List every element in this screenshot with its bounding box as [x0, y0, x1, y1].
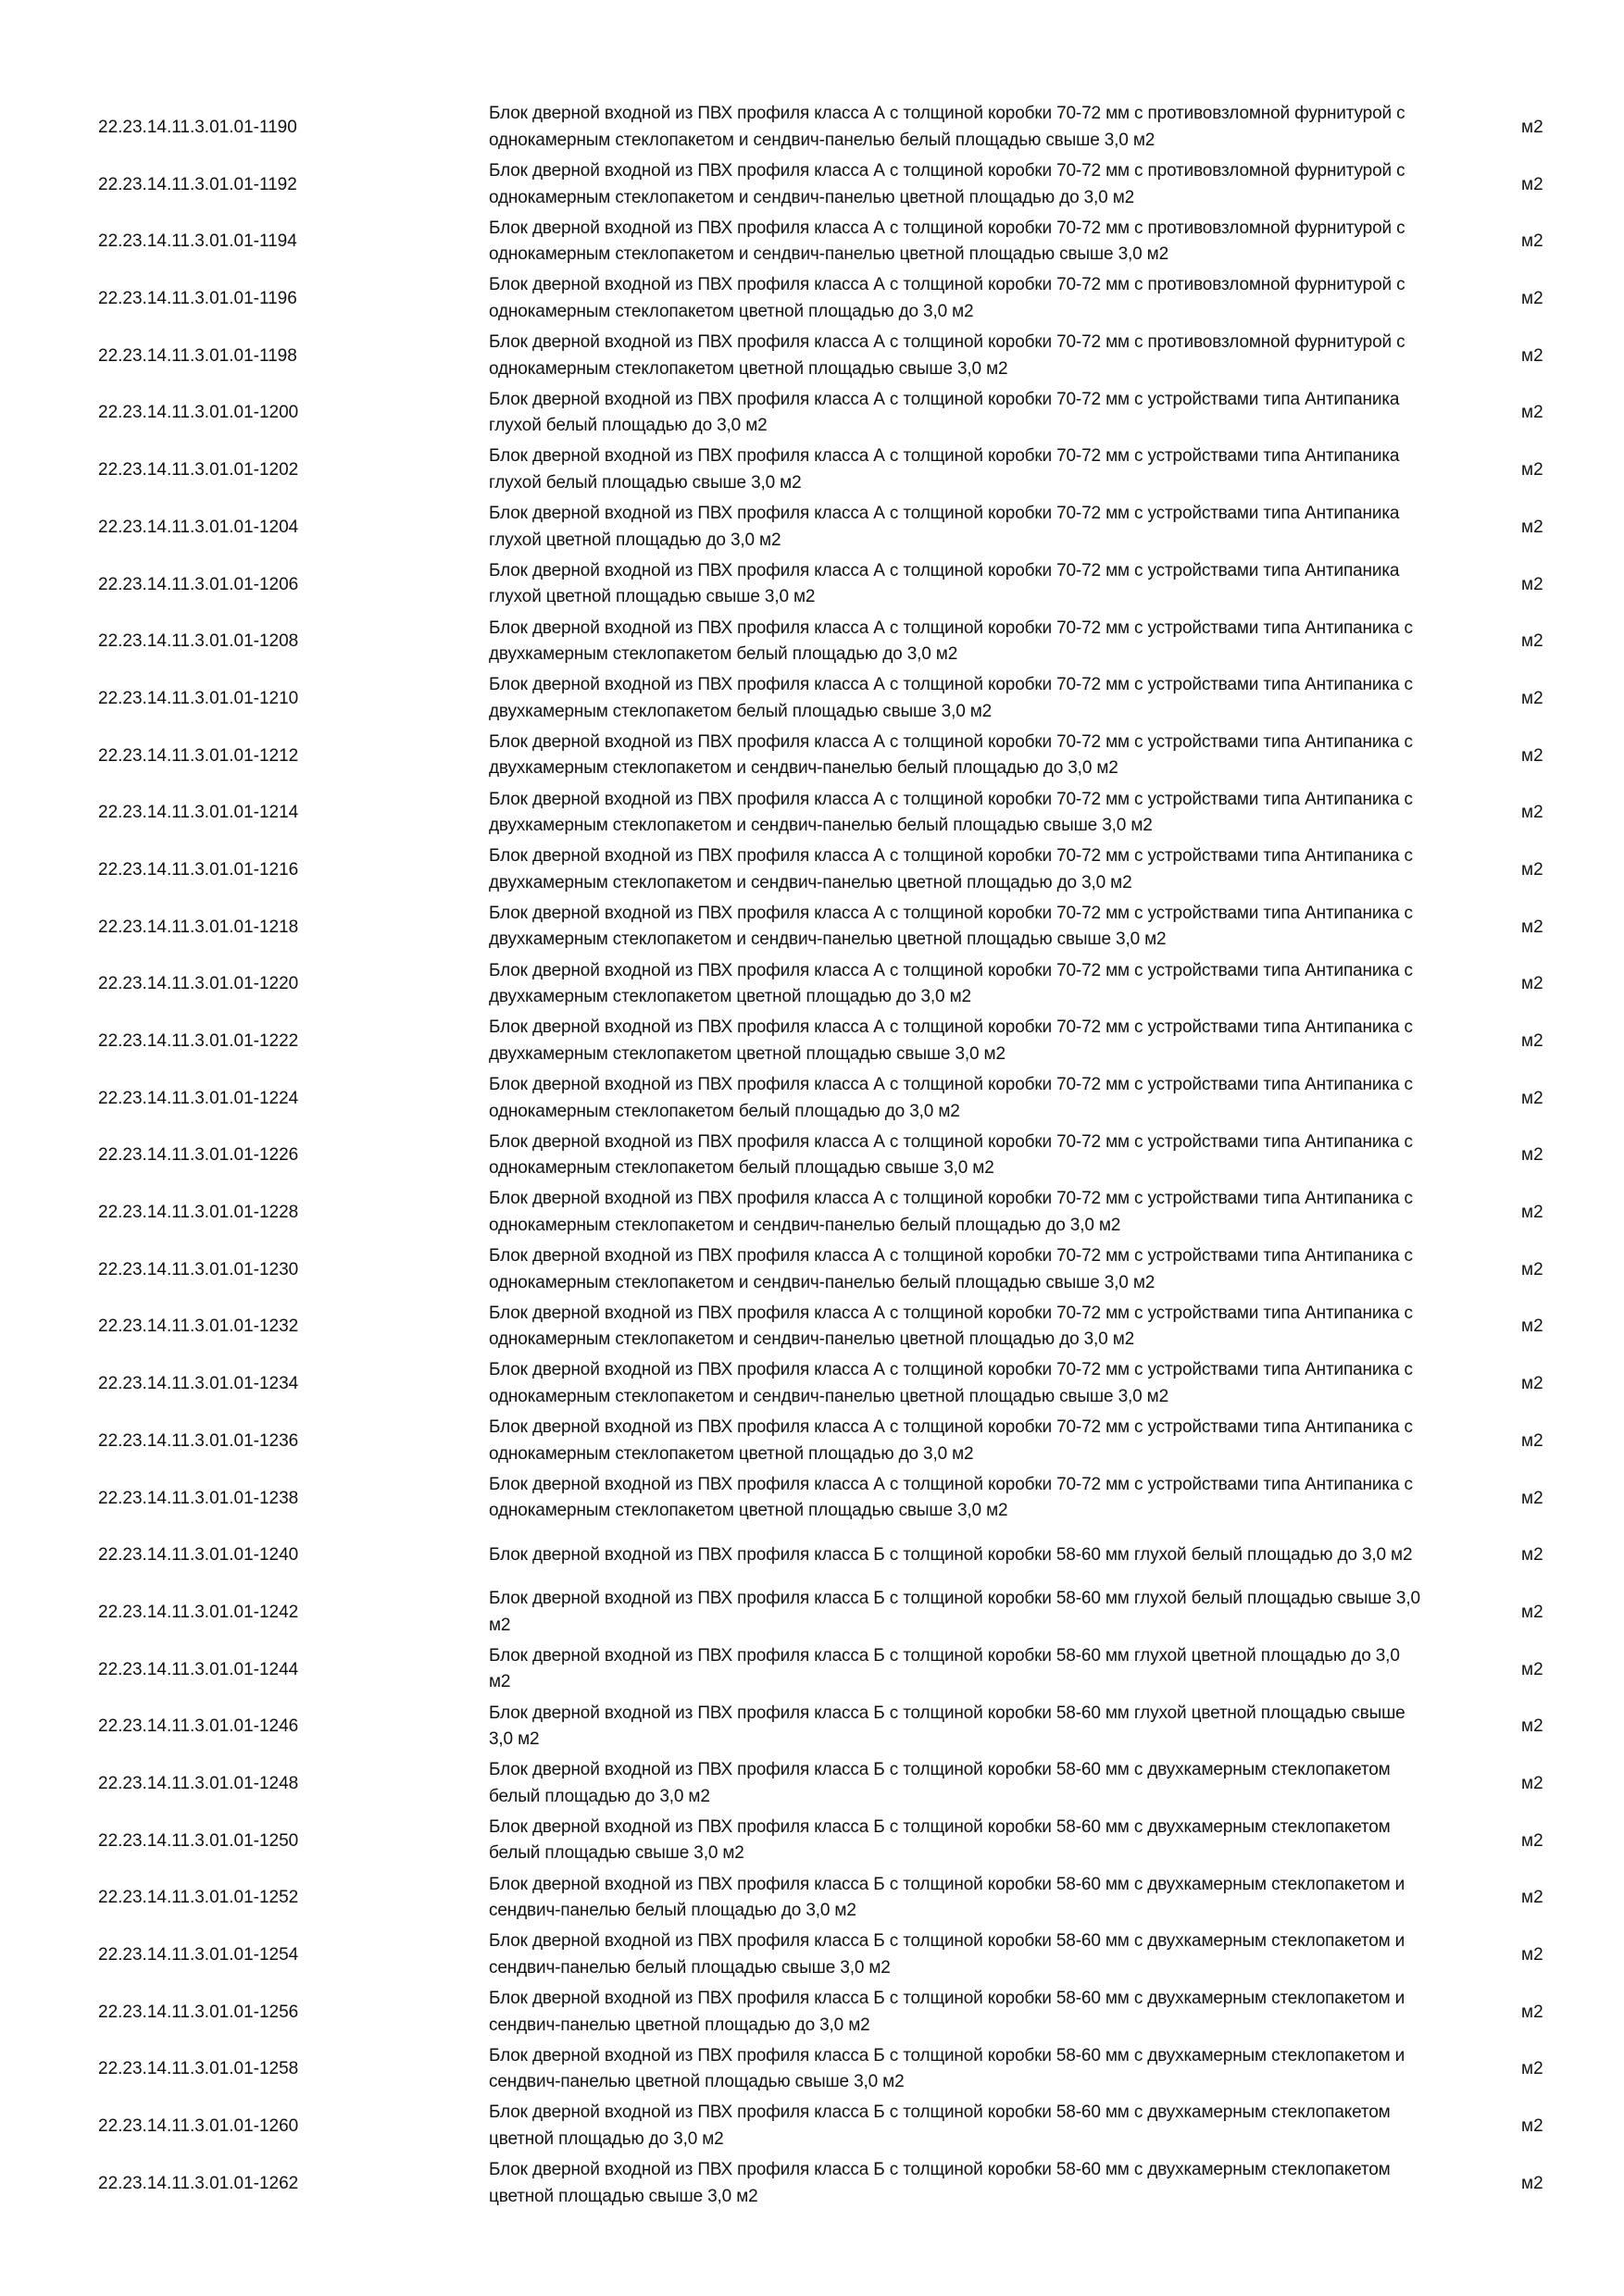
resource-description-cell [489, 1527, 1424, 1584]
table-row [0, 1584, 1624, 1641]
table-row [0, 899, 1624, 956]
table-row [0, 1413, 1624, 1470]
resource-code: 22.23.14.11.3.01.01-1224 [98, 1088, 299, 1108]
resource-description-cell [489, 1242, 1424, 1299]
unit-of-measure: м2 [1521, 118, 1543, 137]
resource-code: 22.23.14.11.3.01.01-1208 [98, 631, 299, 652]
unit-of-measure: м2 [1521, 745, 1543, 766]
resource-description-cell [489, 556, 1424, 614]
resource-description-cell [489, 1013, 1424, 1070]
resource-code: 22.23.14.11.3.01.01-1198 [98, 345, 297, 366]
resource-description: Блок дверной входной из ПВХ профиля класса А с толщиной коробки 70-72 мм с устройствами типа Антипаника глухой белый площадью свыше 3,0 м2 [489, 446, 1400, 493]
resource-code: 22.23.14.11.3.01.01-1242 [98, 1602, 299, 1622]
unit-of-measure: м2 [1521, 1488, 1543, 1508]
resource-code: 22.23.14.11.3.01.01-1250 [98, 1830, 299, 1851]
unit-of-measure: м2 [1521, 859, 1543, 880]
resource-code: 22.23.14.11.3.01.01-1262 [98, 2173, 299, 2193]
table-row [0, 842, 1624, 899]
unit-of-measure: м2 [1521, 1259, 1543, 1279]
table-row [0, 1869, 1624, 1927]
table-row [0, 156, 1624, 214]
resource-description-cell [489, 213, 1424, 270]
unit-of-measure: м2 [1521, 1659, 1543, 1679]
table-row [0, 728, 1624, 785]
unit-of-measure: м2 [1521, 1316, 1543, 1337]
resource-description-cell [489, 1641, 1424, 1699]
unit-of-measure: м2 [1521, 345, 1543, 366]
resource-description: Блок дверной входной из ПВХ профиля класса А с толщиной коробки 70-72 мм с устройствами типа Антипаника с однокамерным стеклопакетом и сендвич-панелью белый площадью до 3,0 м2 [489, 1189, 1413, 1235]
resource-description-cell [489, 1869, 1424, 1927]
table-row [0, 1184, 1624, 1242]
resource-description: Блок дверной входной из ПВХ профиля класса Б с толщиной коробки 58-60 мм глухой белый площадью до 3,0 м2 [489, 1544, 1413, 1565]
unit-of-measure: м2 [1521, 1545, 1543, 1566]
resource-description-cell [489, 1298, 1424, 1355]
resource-description-cell [489, 613, 1424, 670]
table-row [0, 499, 1624, 556]
resource-description: Блок дверной входной из ПВХ профиля класса А с толщиной коробки 70-72 мм с устройствами типа Антипаника глухой белый площадью до 3,0 м2 [489, 389, 1400, 436]
resource-code: 22.23.14.11.3.01.01-1194 [98, 231, 297, 252]
resource-code: 22.23.14.11.3.01.01-1230 [98, 1259, 299, 1279]
resource-code: 22.23.14.11.3.01.01-1190 [98, 118, 297, 137]
unit-of-measure: м2 [1521, 574, 1543, 594]
table-row [0, 1755, 1624, 1813]
resource-description-cell [489, 670, 1424, 728]
table-row [0, 213, 1624, 270]
unit-of-measure: м2 [1521, 289, 1543, 309]
resource-code: 22.23.14.11.3.01.01-1200 [98, 403, 299, 423]
table-row [0, 270, 1624, 328]
resource-description: Блок дверной входной из ПВХ профиля класса А с толщиной коробки 70-72 мм с устройствами типа Антипаника с двухкамерным стеклопакетом цветной площадью до 3,0 м2 [489, 960, 1413, 1007]
unit-of-measure: м2 [1521, 1430, 1543, 1451]
resource-description: Блок дверной входной из ПВХ профиля класса А с толщиной коробки 70-72 мм с устройствами типа Антипаника с двухкамерным стеклопакетом цветной площадью свыше 3,0 м2 [489, 1017, 1413, 1064]
resource-code: 22.23.14.11.3.01.01-1258 [98, 2059, 299, 2079]
resource-description: Блок дверной входной из ПВХ профиля класса А с толщиной коробки 70-72 мм с устройствами типа Антипаника с однокамерным стеклопакетом цветной площадью свыше 3,0 м2 [489, 1474, 1413, 1521]
resource-code: 22.23.14.11.3.01.01-1192 [98, 174, 297, 194]
table-row [0, 1070, 1624, 1128]
resource-description: Блок дверной входной из ПВХ профиля класса Б с толщиной коробки 58-60 мм с двухкамерным стеклопакетом и сендвич-панелью белый площадью до 3,0 м2 [489, 1874, 1405, 1921]
unit-of-measure: м2 [1521, 1031, 1543, 1051]
resource-description-cell [489, 1070, 1424, 1128]
resource-code: 22.23.14.11.3.01.01-1220 [98, 974, 299, 994]
resource-description: Блок дверной входной из ПВХ профиля класса Б с толщиной коробки 58-60 мм глухой цветной площадью свыше 3,0 м2 [489, 1703, 1405, 1750]
resource-code: 22.23.14.11.3.01.01-1222 [98, 1031, 299, 1051]
resource-description-cell [489, 99, 1424, 156]
table-row [0, 1927, 1624, 1984]
resource-description: Блок дверной входной из ПВХ профиля класса А с толщиной коробки 70-72 мм с противовзломной фурнитурой с однокамерным стеклопакетом и сендвич-панелью цветной площадью свыше 3,0 м2 [489, 218, 1405, 265]
resource-description: Блок дверной входной из ПВХ профиля класса А с толщиной коробки 70-72 мм с устройствами типа Антипаника с двухкамерным стеклопакетом и сендвич-панелью белый площадью свыше 3,0 м2 [489, 789, 1413, 836]
table-row [0, 1698, 1624, 1755]
resource-code: 22.23.14.11.3.01.01-1216 [98, 859, 299, 880]
table-row [0, 1813, 1624, 1870]
unit-of-measure: м2 [1521, 1773, 1543, 1793]
resource-code: 22.23.14.11.3.01.01-1238 [98, 1488, 299, 1508]
unit-of-measure: м2 [1521, 1945, 1543, 1965]
resource-description: Блок дверной входной из ПВХ профиля класса А с толщиной коробки 70-72 мм с устройствами типа Антипаника с однокамерным стеклопакетом белый площадью до 3,0 м2 [489, 1075, 1413, 1121]
unit-of-measure: м2 [1521, 1888, 1543, 1908]
table-row [0, 2098, 1624, 2155]
unit-of-measure: м2 [1521, 803, 1543, 823]
resource-code: 22.23.14.11.3.01.01-1232 [98, 1316, 299, 1337]
table-row [0, 2155, 1624, 2213]
resource-code: 22.23.14.11.3.01.01-1212 [98, 745, 299, 766]
resource-code: 22.23.14.11.3.01.01-1236 [98, 1430, 299, 1451]
resource-code: 22.23.14.11.3.01.01-1254 [98, 1945, 299, 1965]
resource-description: Блок дверной входной из ПВХ профиля класса А с толщиной коробки 70-72 мм с противовзломной фурнитурой с однокамерным стеклопакетом цветной площадью свыше 3,0 м2 [489, 332, 1405, 379]
table-row [0, 1641, 1624, 1699]
table-row [0, 99, 1624, 156]
unit-of-measure: м2 [1521, 403, 1543, 423]
resource-description-cell [489, 2040, 1424, 2098]
price-list-table [0, 99, 1624, 2212]
resource-description: Блок дверной входной из ПВХ профиля класса А с толщиной коробки 70-72 мм с устройствами типа Антипаника с двухкамерным стеклопакетом белый площадью свыше 3,0 м2 [489, 675, 1413, 721]
resource-description: Блок дверной входной из ПВХ профиля класса А с толщиной коробки 70-72 мм с устройствами типа Антипаника с однокамерным стеклопакетом и сендвич-панелью цветной площадью свыше 3,0 м2 [489, 1360, 1413, 1406]
resource-description: Блок дверной входной из ПВХ профиля класса Б с толщиной коробки 58-60 мм с двухкамерным стеклопакетом белый площадью свыше 3,0 м2 [489, 1816, 1391, 1864]
unit-of-measure: м2 [1521, 1145, 1543, 1166]
resource-code: 22.23.14.11.3.01.01-1260 [98, 2116, 299, 2137]
resource-description-cell [489, 156, 1424, 214]
unit-of-measure: м2 [1521, 174, 1543, 194]
resource-description: Блок дверной входной из ПВХ профиля класса А с толщиной коробки 70-72 мм с устройствами типа Антипаника с двухкамерным стеклопакетом и сендвич-панелью цветной площадью свыше 3,0 м2 [489, 903, 1413, 950]
unit-of-measure: м2 [1521, 2173, 1543, 2193]
table-row [0, 2040, 1624, 2098]
resource-description-cell [489, 384, 1424, 442]
resource-description-cell [489, 1413, 1424, 1470]
table-row [0, 670, 1624, 728]
resource-description-cell [489, 1184, 1424, 1242]
unit-of-measure: м2 [1521, 1830, 1543, 1851]
resource-description: Блок дверной входной из ПВХ профиля класса Б с толщиной коробки 58-60 мм с двухкамерным стеклопакетом цветной площадью свыше 3,0 м2 [489, 2160, 1391, 2206]
table-row [0, 1127, 1624, 1184]
resource-code: 22.23.14.11.3.01.01-1228 [98, 1203, 299, 1223]
resource-description-cell [489, 1984, 1424, 2041]
resource-code: 22.23.14.11.3.01.01-1234 [98, 1374, 299, 1394]
table-row [0, 784, 1624, 842]
unit-of-measure: м2 [1521, 631, 1543, 652]
resource-description: Блок дверной входной из ПВХ профиля класса А с толщиной коробки 70-72 мм с устройствами типа Антипаника глухой цветной площадью до 3,0 м2 [489, 504, 1400, 550]
resource-description-cell [489, 328, 1424, 385]
resource-description: Блок дверной входной из ПВХ профиля класса А с толщиной коробки 70-72 мм с устройствами типа Антипаника с однокамерным стеклопакетом цветной площадью до 3,0 м2 [489, 1417, 1413, 1464]
resource-description: Блок дверной входной из ПВХ профиля класса А с толщиной коробки 70-72 мм с устройствами типа Антипаника с однокамерным стеклопакетом и сендвич-панелью белый площадью свыше 3,0 м2 [489, 1246, 1413, 1292]
resource-description-cell [489, 270, 1424, 328]
resource-description-cell [489, 1755, 1424, 1813]
resource-description: Блок дверной входной из ПВХ профиля класса Б с толщиной коробки 58-60 мм с двухкамерным стеклопакетом и сендвич-панелью белый площадью свыше 3,0 м2 [489, 1931, 1405, 1978]
resource-description: Блок дверной входной из ПВХ профиля класса Б с толщиной коробки 58-60 мм с двухкамерным стеклопакетом и сендвич-панелью цветной площадью до 3,0 м2 [489, 1989, 1405, 2035]
table-row [0, 442, 1624, 499]
resource-description: Блок дверной входной из ПВХ профиля класса Б с толщиной коробки 58-60 мм с двухкамерным стеклопакетом и сендвич-панелью цветной площадью свыше 3,0 м2 [489, 2045, 1405, 2092]
table-row [0, 1527, 1624, 1584]
resource-description: Блок дверной входной из ПВХ профиля класса А с толщиной коробки 70-72 мм с устройствами типа Антипаника с двухкамерным стеклопакетом белый площадью до 3,0 м2 [489, 618, 1413, 665]
resource-description-cell [489, 1813, 1424, 1870]
resource-description-cell [489, 2098, 1424, 2155]
resource-code: 22.23.14.11.3.01.01-1248 [98, 1773, 299, 1793]
resource-description: Блок дверной входной из ПВХ профиля класса А с толщиной коробки 70-72 мм с противовзломной фурнитурой с однокамерным стеклопакетом и сендвич-панелью белый площадью свыше 3,0 м2 [489, 104, 1405, 150]
resource-description-cell [489, 1470, 1424, 1528]
resource-description-cell [489, 955, 1424, 1013]
unit-of-measure: м2 [1521, 1716, 1543, 1737]
table-row [0, 1355, 1624, 1413]
resource-description: Блок дверной входной из ПВХ профиля класса Б с толщиной коробки 58-60 мм глухой цветной площадью до 3,0 м2 [489, 1645, 1400, 1692]
table-row [0, 613, 1624, 670]
table-row [0, 1984, 1624, 2041]
unit-of-measure: м2 [1521, 2002, 1543, 2022]
resource-description-cell [489, 842, 1424, 899]
unit-of-measure: м2 [1521, 1088, 1543, 1108]
unit-of-measure: м2 [1521, 1374, 1543, 1394]
resource-description-cell [489, 899, 1424, 956]
resource-description: Блок дверной входной из ПВХ профиля класса А с толщиной коробки 70-72 мм с противовзломной фурнитурой с однокамерным стеклопакетом и сендвич-панелью цветной площадью до 3,0 м2 [489, 161, 1405, 207]
resource-description: Блок дверной входной из ПВХ профиля класса А с толщиной коробки 70-72 мм с устройствами типа Антипаника с однокамерным стеклопакетом и сендвич-панелью цветной площадью до 3,0 м2 [489, 1303, 1413, 1350]
unit-of-measure: м2 [1521, 231, 1543, 252]
resource-code: 22.23.14.11.3.01.01-1196 [98, 289, 297, 309]
resource-description-cell [489, 442, 1424, 499]
resource-code: 22.23.14.11.3.01.01-1252 [98, 1888, 299, 1908]
resource-code: 22.23.14.11.3.01.01-1226 [98, 1145, 299, 1166]
resource-code: 22.23.14.11.3.01.01-1244 [98, 1659, 299, 1679]
unit-of-measure: м2 [1521, 917, 1543, 937]
resource-code: 22.23.14.11.3.01.01-1202 [98, 460, 299, 480]
resource-code: 22.23.14.11.3.01.01-1210 [98, 688, 299, 708]
resource-code: 22.23.14.11.3.01.01-1206 [98, 574, 299, 594]
resource-code: 22.23.14.11.3.01.01-1218 [98, 917, 299, 937]
resource-description: Блок дверной входной из ПВХ профиля класса А с толщиной коробки 70-72 мм с противовзломной фурнитурой с однокамерным стеклопакетом цветной площадью до 3,0 м2 [489, 275, 1405, 321]
resource-code: 22.23.14.11.3.01.01-1256 [98, 2002, 299, 2022]
resource-description: Блок дверной входной из ПВХ профиля класса А с толщиной коробки 70-72 мм с устройствами типа Антипаника с двухкамерным стеклопакетом и сендвич-панелью цветной площадью до 3,0 м2 [489, 846, 1413, 892]
unit-of-measure: м2 [1521, 517, 1543, 537]
unit-of-measure: м2 [1521, 974, 1543, 994]
resource-description: Блок дверной входной из ПВХ профиля класса А с толщиной коробки 70-72 мм с устройствами типа Антипаника с однокамерным стеклопакетом белый площадью свыше 3,0 м2 [489, 1131, 1413, 1179]
table-row [0, 556, 1624, 614]
unit-of-measure: м2 [1521, 460, 1543, 480]
table-row [0, 384, 1624, 442]
table-row [0, 1298, 1624, 1355]
resource-description-cell [489, 784, 1424, 842]
resource-description-cell [489, 499, 1424, 556]
table-row [0, 955, 1624, 1013]
table-row [0, 328, 1624, 385]
unit-of-measure: м2 [1521, 1602, 1543, 1622]
unit-of-measure: м2 [1521, 2116, 1543, 2137]
resource-code: 22.23.14.11.3.01.01-1214 [98, 803, 299, 823]
resource-code: 22.23.14.11.3.01.01-1240 [98, 1545, 299, 1566]
resource-description-cell [489, 1698, 1424, 1755]
resource-description-cell [489, 1927, 1424, 1984]
resource-description: Блок дверной входной из ПВХ профиля класса Б с толщиной коробки 58-60 мм глухой белый площадью свыше 3,0 м2 [489, 1589, 1420, 1635]
resource-description-cell [489, 1584, 1424, 1641]
resource-description: Блок дверной входной из ПВХ профиля класса Б с толщиной коробки 58-60 мм с двухкамерным стеклопакетом цветной площадью до 3,0 м2 [489, 2103, 1391, 2149]
resource-description-cell [489, 1127, 1424, 1184]
unit-of-measure: м2 [1521, 2059, 1543, 2079]
table-row [0, 1013, 1624, 1070]
resource-description-cell [489, 1355, 1424, 1413]
table-row [0, 1242, 1624, 1299]
resource-description: Блок дверной входной из ПВХ профиля класса А с толщиной коробки 70-72 мм с устройствами типа Антипаника глухой цветной площадью свыше 3,0 м2 [489, 560, 1400, 607]
unit-of-measure: м2 [1521, 1203, 1543, 1223]
resource-description: Блок дверной входной из ПВХ профиля класса Б с толщиной коробки 58-60 мм с двухкамерным стеклопакетом белый площадью до 3,0 м2 [489, 1760, 1391, 1806]
resource-description-cell [489, 2155, 1424, 2213]
resource-code: 22.23.14.11.3.01.01-1204 [98, 517, 299, 537]
table-row [0, 1470, 1624, 1528]
resource-description: Блок дверной входной из ПВХ профиля класса А с толщиной коробки 70-72 мм с устройствами типа Антипаника с двухкамерным стеклопакетом и сендвич-панелью белый площадью до 3,0 м2 [489, 731, 1413, 779]
resource-description-cell [489, 728, 1424, 785]
resource-code: 22.23.14.11.3.01.01-1246 [98, 1716, 299, 1737]
unit-of-measure: м2 [1521, 688, 1543, 708]
